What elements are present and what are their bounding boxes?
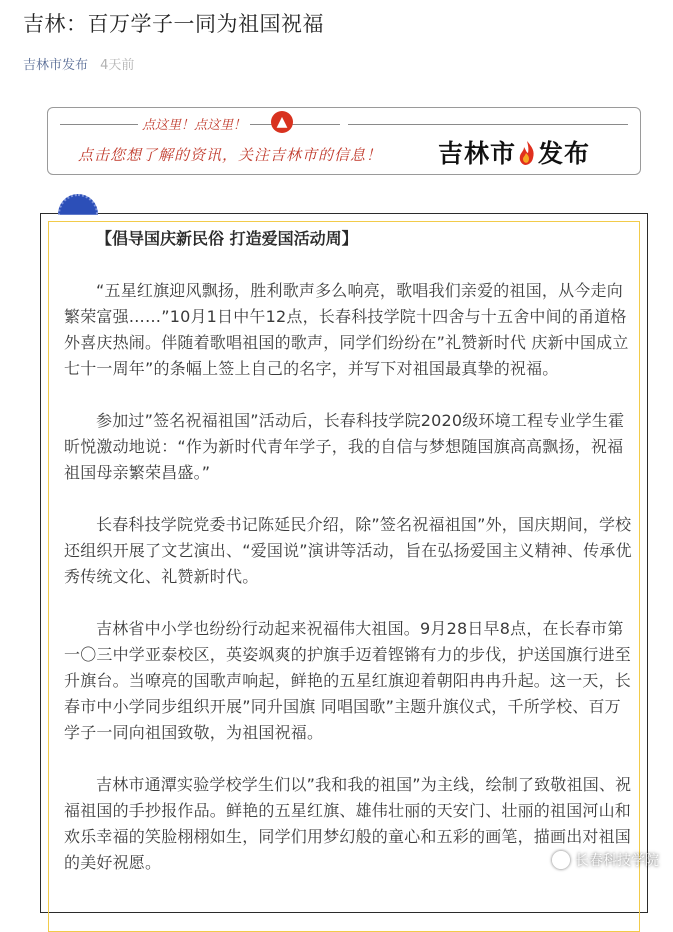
flame-icon (518, 140, 536, 166)
follow-banner[interactable] (47, 107, 641, 175)
source-link[interactable]: 吉林市发布 (23, 58, 89, 73)
logo-text-left: 吉林市 (438, 139, 517, 168)
banner-divider-right (348, 124, 628, 125)
article-paragraph: 吉林省中小学也纷纷行动起来祝福伟大祖国。9月28日早8点，在长春市第一〇三中学亚泰校区，英姿飒爽的护旗手迈着铿锵有力的步伐，护送国旗行进至升旗台。当嘹亮的国歌声响起，鲜艳的五星红旗迎着朝阳冉冉升起。这一天，长春市中小学同步组织开展”同升国旗 同唱国歌”主题升旗仪式，千所学校、百万学子一同向祖国致敬，为祖国祝福。 (64, 619, 632, 742)
article-heading: 【倡导国庆新民俗 打造爱国活动周】 (96, 229, 358, 248)
article-paragraph: 参加过”签名祝福祖国”活动后，长春科技学院2020级环境工程专业学生霍昕悦激动地说：“作为新时代青年学子，我的自信与梦想随国旗高高飘扬，祝福祖国母亲繁荣昌盛。” (64, 411, 625, 482)
jilin-fabu-logo (438, 134, 590, 170)
article-meta (23, 54, 134, 73)
publish-time: 4天前 (100, 58, 135, 73)
logo-text-right: 发布 (538, 139, 591, 168)
article-body (64, 226, 632, 902)
watermark (552, 850, 659, 870)
wechat-icon (552, 851, 570, 869)
banner-click-text: 点这里！点这里！ (138, 114, 250, 133)
watermark-text: 长春科技学院 (575, 853, 659, 869)
banner-tagline: 点击您想了解的资讯，关注吉林市的信息！ (78, 146, 383, 164)
article-paragraph: 吉林市通潭实验学校学生们以”我和我的祖国”为主线，绘制了致敬祖国、祝福祖国的手抄报作品。鲜艳的五星红旗、雄伟壮丽的天安门、壮丽的祖国河山和欢乐幸福的笑脸栩栩如生，同学们用梦幻般的童心和五彩的画笔，描画出对祖国的美好祝愿。 (64, 775, 632, 872)
article-paragraph: “五星红旗迎风飘扬，胜利歌声多么响亮，歌唱我们亲爱的祖国，从今走向繁荣富强……”10月1日中午12点，长春科技学院十四舍与十五舍中间的甬道格外喜庆热闹。伴随着歌唱祖国的歌声，同学们纷纷在”礼赞新时代 庆新中国成立七十一周年”的条幅上签上自己的名字，并写下对祖国最真挚的祝福。 (64, 281, 629, 378)
page-title: 吉林：百万学子一同为祖国祝福 (23, 12, 324, 36)
arrow-up-icon: ▲ (271, 111, 293, 133)
article-paragraph: 长春科技学院党委书记陈延民介绍，除”签名祝福祖国”外，国庆期间，学校还组织开展了文艺演出、“爱国说”演讲等活动，旨在弘扬爱国主义精神、传承优秀传统文化、礼赞新时代。 (64, 515, 632, 586)
